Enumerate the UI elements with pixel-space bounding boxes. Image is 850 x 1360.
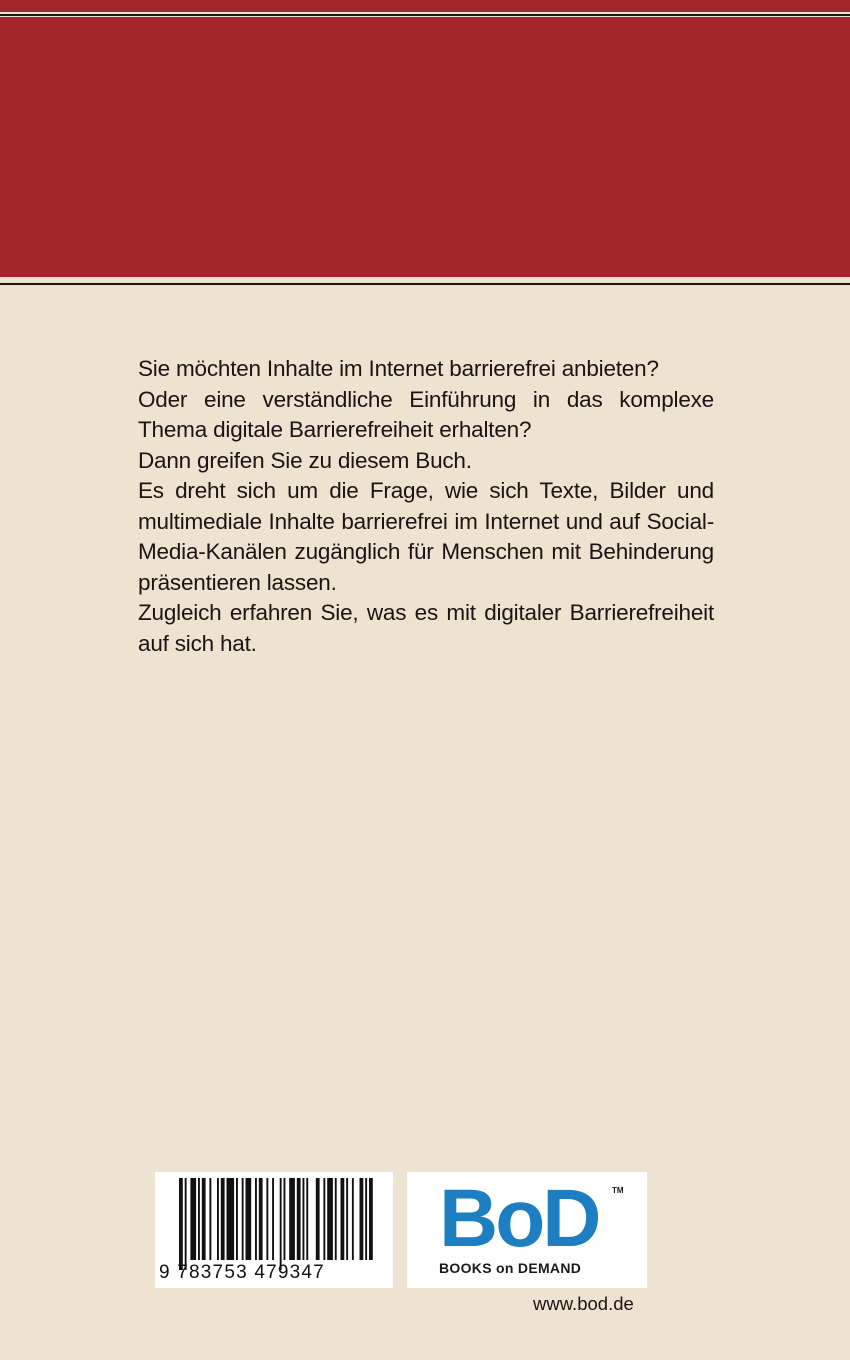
back-cover-blurb [138,354,714,659]
barcode-bar [185,1178,187,1270]
barcode-bar [246,1178,252,1260]
blurb-paragraph-3: Dann greifen Sie zu diesem Buch. [138,447,472,473]
barcode-bar [365,1178,367,1260]
barcode-bar [217,1178,219,1260]
barcode-bar [202,1178,206,1260]
barcode-bar [242,1178,244,1260]
barcode-bar [297,1178,301,1260]
barcode-bar [259,1178,263,1260]
blurb-paragraph-4: Es dreht sich um die Frage, wie sich Texte, Bilder und multimediale Inhalte barrierefrei im Internet und auf Social-Media-Kanälen zugänglich für Menschen mit Behinderung präsentieren lassen. [138,478,714,595]
barcode-bar [198,1178,200,1260]
barcode-bar [280,1178,282,1270]
barcode-bar [335,1178,337,1260]
blurb-paragraph-5: Zugleich erfahren Sie, was es mit digitaler Barrierefreiheit auf sich hat. [138,600,714,656]
publisher-tagline: BOOKS on DEMAND [439,1260,582,1276]
barcode-bar [289,1178,295,1260]
publisher-logo-box [407,1172,647,1288]
barcode-bar [227,1178,235,1260]
barcode-bar [316,1178,320,1260]
barcode-bar [209,1178,211,1260]
barcode-bar [341,1178,345,1260]
blurb-paragraph-2: Oder eine verständliche Einführung in das komplexe Thema digitale Barrierefreiheit erhalten? [138,386,714,442]
isbn-digits: 9 783753 479347 [159,1262,325,1283]
barcode-bar [284,1178,286,1260]
barcode-bar [323,1178,325,1260]
barcode-bar [272,1178,274,1260]
barcode-bar [306,1178,308,1260]
bod-logo: BoD [439,1173,599,1264]
publisher-website: www.bod.de [533,1293,634,1314]
barcode-bar [236,1178,238,1260]
barcode-bar [255,1178,257,1260]
trademark-mark: TM [612,1186,624,1195]
barcode-bar [352,1178,354,1260]
red-banner [0,17,850,277]
top-rule [0,14,850,16]
top-stripe [0,0,850,12]
banner-rule [0,283,850,285]
barcode-bar [190,1178,196,1260]
barcode-bar [360,1178,364,1260]
barcode-bar [221,1178,225,1260]
barcode-bar [346,1178,348,1260]
blurb-paragraph-1: Sie möchten Inhalte im Internet barrierefrei anbieten? [138,356,659,381]
barcode-bar [303,1178,305,1260]
barcode-bar [369,1178,373,1260]
barcode-bar [327,1178,333,1260]
barcode-bar [179,1178,183,1270]
barcode-bar [266,1178,268,1260]
isbn-barcode [155,1172,393,1288]
